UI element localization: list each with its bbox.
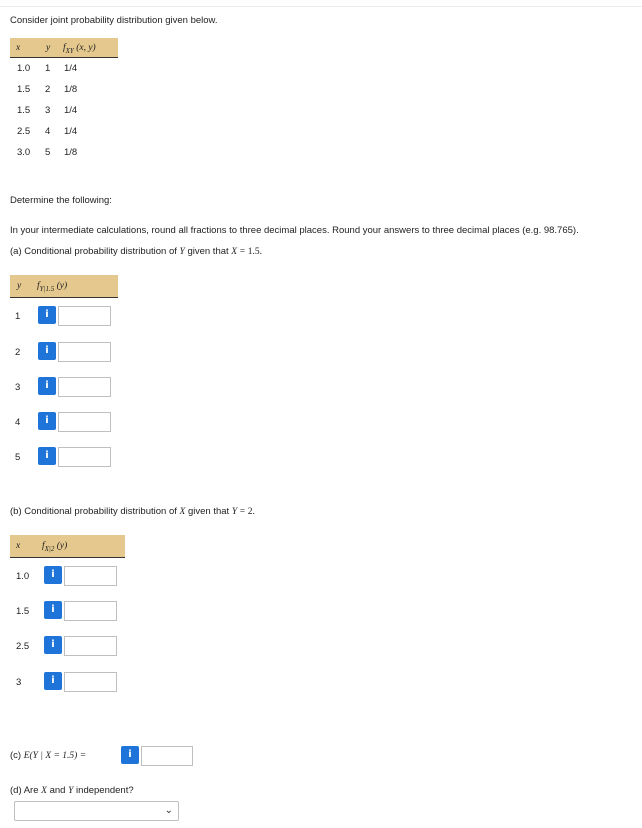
info-icon[interactable]: i <box>38 377 56 395</box>
part-a-table-header <box>10 275 118 298</box>
info-icon[interactable]: i <box>44 672 62 690</box>
joint-y-5: 5 <box>45 147 51 158</box>
header-y: y <box>46 43 51 53</box>
top-divider <box>0 6 642 7</box>
joint-x-5: 3.0 <box>17 147 31 158</box>
part-a-header-f: $f_{Y|1.5}$ (y) <box>37 281 68 293</box>
joint-table-header <box>10 38 118 58</box>
determine-text: Determine the following: <box>10 195 112 206</box>
joint-x-2: 1.5 <box>17 84 31 95</box>
info-icon[interactable]: i <box>38 306 56 324</box>
part-a-label-2: 2 <box>15 347 21 358</box>
part-a-label-5: 5 <box>15 452 21 463</box>
part-b-input-3[interactable] <box>64 636 117 656</box>
part-d-select[interactable] <box>14 801 179 821</box>
part-b-table-header <box>10 535 125 558</box>
part-b-label-2: 1.5 <box>16 606 30 617</box>
instructions-text: In your intermediate calculations, round all fractions to three decimal places. Round your answers to three decimal places (e.g. 98.765). <box>10 225 579 236</box>
part-a-label-4: 4 <box>15 417 21 428</box>
info-icon[interactable]: i <box>44 566 62 584</box>
part-b-prompt: (b) Conditional probability distribution of X given that Y = 2. <box>10 506 255 517</box>
part-a-header-y: y <box>17 281 22 291</box>
info-icon[interactable]: i <box>121 746 139 764</box>
info-icon[interactable]: i <box>38 412 56 430</box>
joint-p-5: 1/8 <box>64 147 78 158</box>
chevron-down-icon: ⌄ <box>164 805 173 816</box>
part-b-label-3: 2.5 <box>16 641 30 652</box>
joint-x-4: 2.5 <box>17 126 31 137</box>
part-b-label-4: 3 <box>16 677 22 688</box>
part-d-prompt: (d) Are X and Y independent? <box>10 785 134 796</box>
intro-text: Consider joint probability distribution given below. <box>10 15 218 26</box>
joint-p-3: 1/4 <box>64 105 78 116</box>
part-a-input-1[interactable] <box>58 306 111 326</box>
info-icon[interactable]: i <box>44 601 62 619</box>
part-a-input-2[interactable] <box>58 342 111 362</box>
part-a-input-4[interactable] <box>58 412 111 432</box>
info-icon[interactable]: i <box>44 636 62 654</box>
part-b-input-2[interactable] <box>64 601 117 621</box>
part-c-prompt: (c) E(Y | X = 1.5) = <box>10 750 87 761</box>
info-icon[interactable]: i <box>38 342 56 360</box>
part-a-input-3[interactable] <box>58 377 111 397</box>
joint-y-3: 3 <box>45 105 51 116</box>
part-b-input-4[interactable] <box>64 672 117 692</box>
part-b-header-f: $f_{X|2}$ (y) <box>42 541 68 553</box>
joint-y-4: 4 <box>45 126 51 137</box>
header-x: x <box>16 43 21 53</box>
part-a-prompt: (a) Conditional probability distribution of Y given that X = 1.5. <box>10 246 262 257</box>
joint-p-1: 1/4 <box>64 63 78 74</box>
joint-x-3: 1.5 <box>17 105 31 116</box>
part-a-label-1: 1 <box>15 311 21 322</box>
part-b-header-x: x <box>16 541 21 551</box>
part-c-input[interactable] <box>141 746 193 766</box>
info-icon[interactable]: i <box>38 447 56 465</box>
joint-y-1: 1 <box>45 63 51 74</box>
joint-p-2: 1/8 <box>64 84 78 95</box>
joint-y-2: 2 <box>45 84 51 95</box>
part-a-label-3: 3 <box>15 382 21 393</box>
part-b-input-1[interactable] <box>64 566 117 586</box>
header-fxy: $f_{XY}$ (x, y) <box>63 43 96 55</box>
joint-p-4: 1/4 <box>64 126 78 137</box>
part-a-input-5[interactable] <box>58 447 111 467</box>
part-b-label-1: 1.0 <box>16 571 30 582</box>
joint-x-1: 1.0 <box>17 63 31 74</box>
